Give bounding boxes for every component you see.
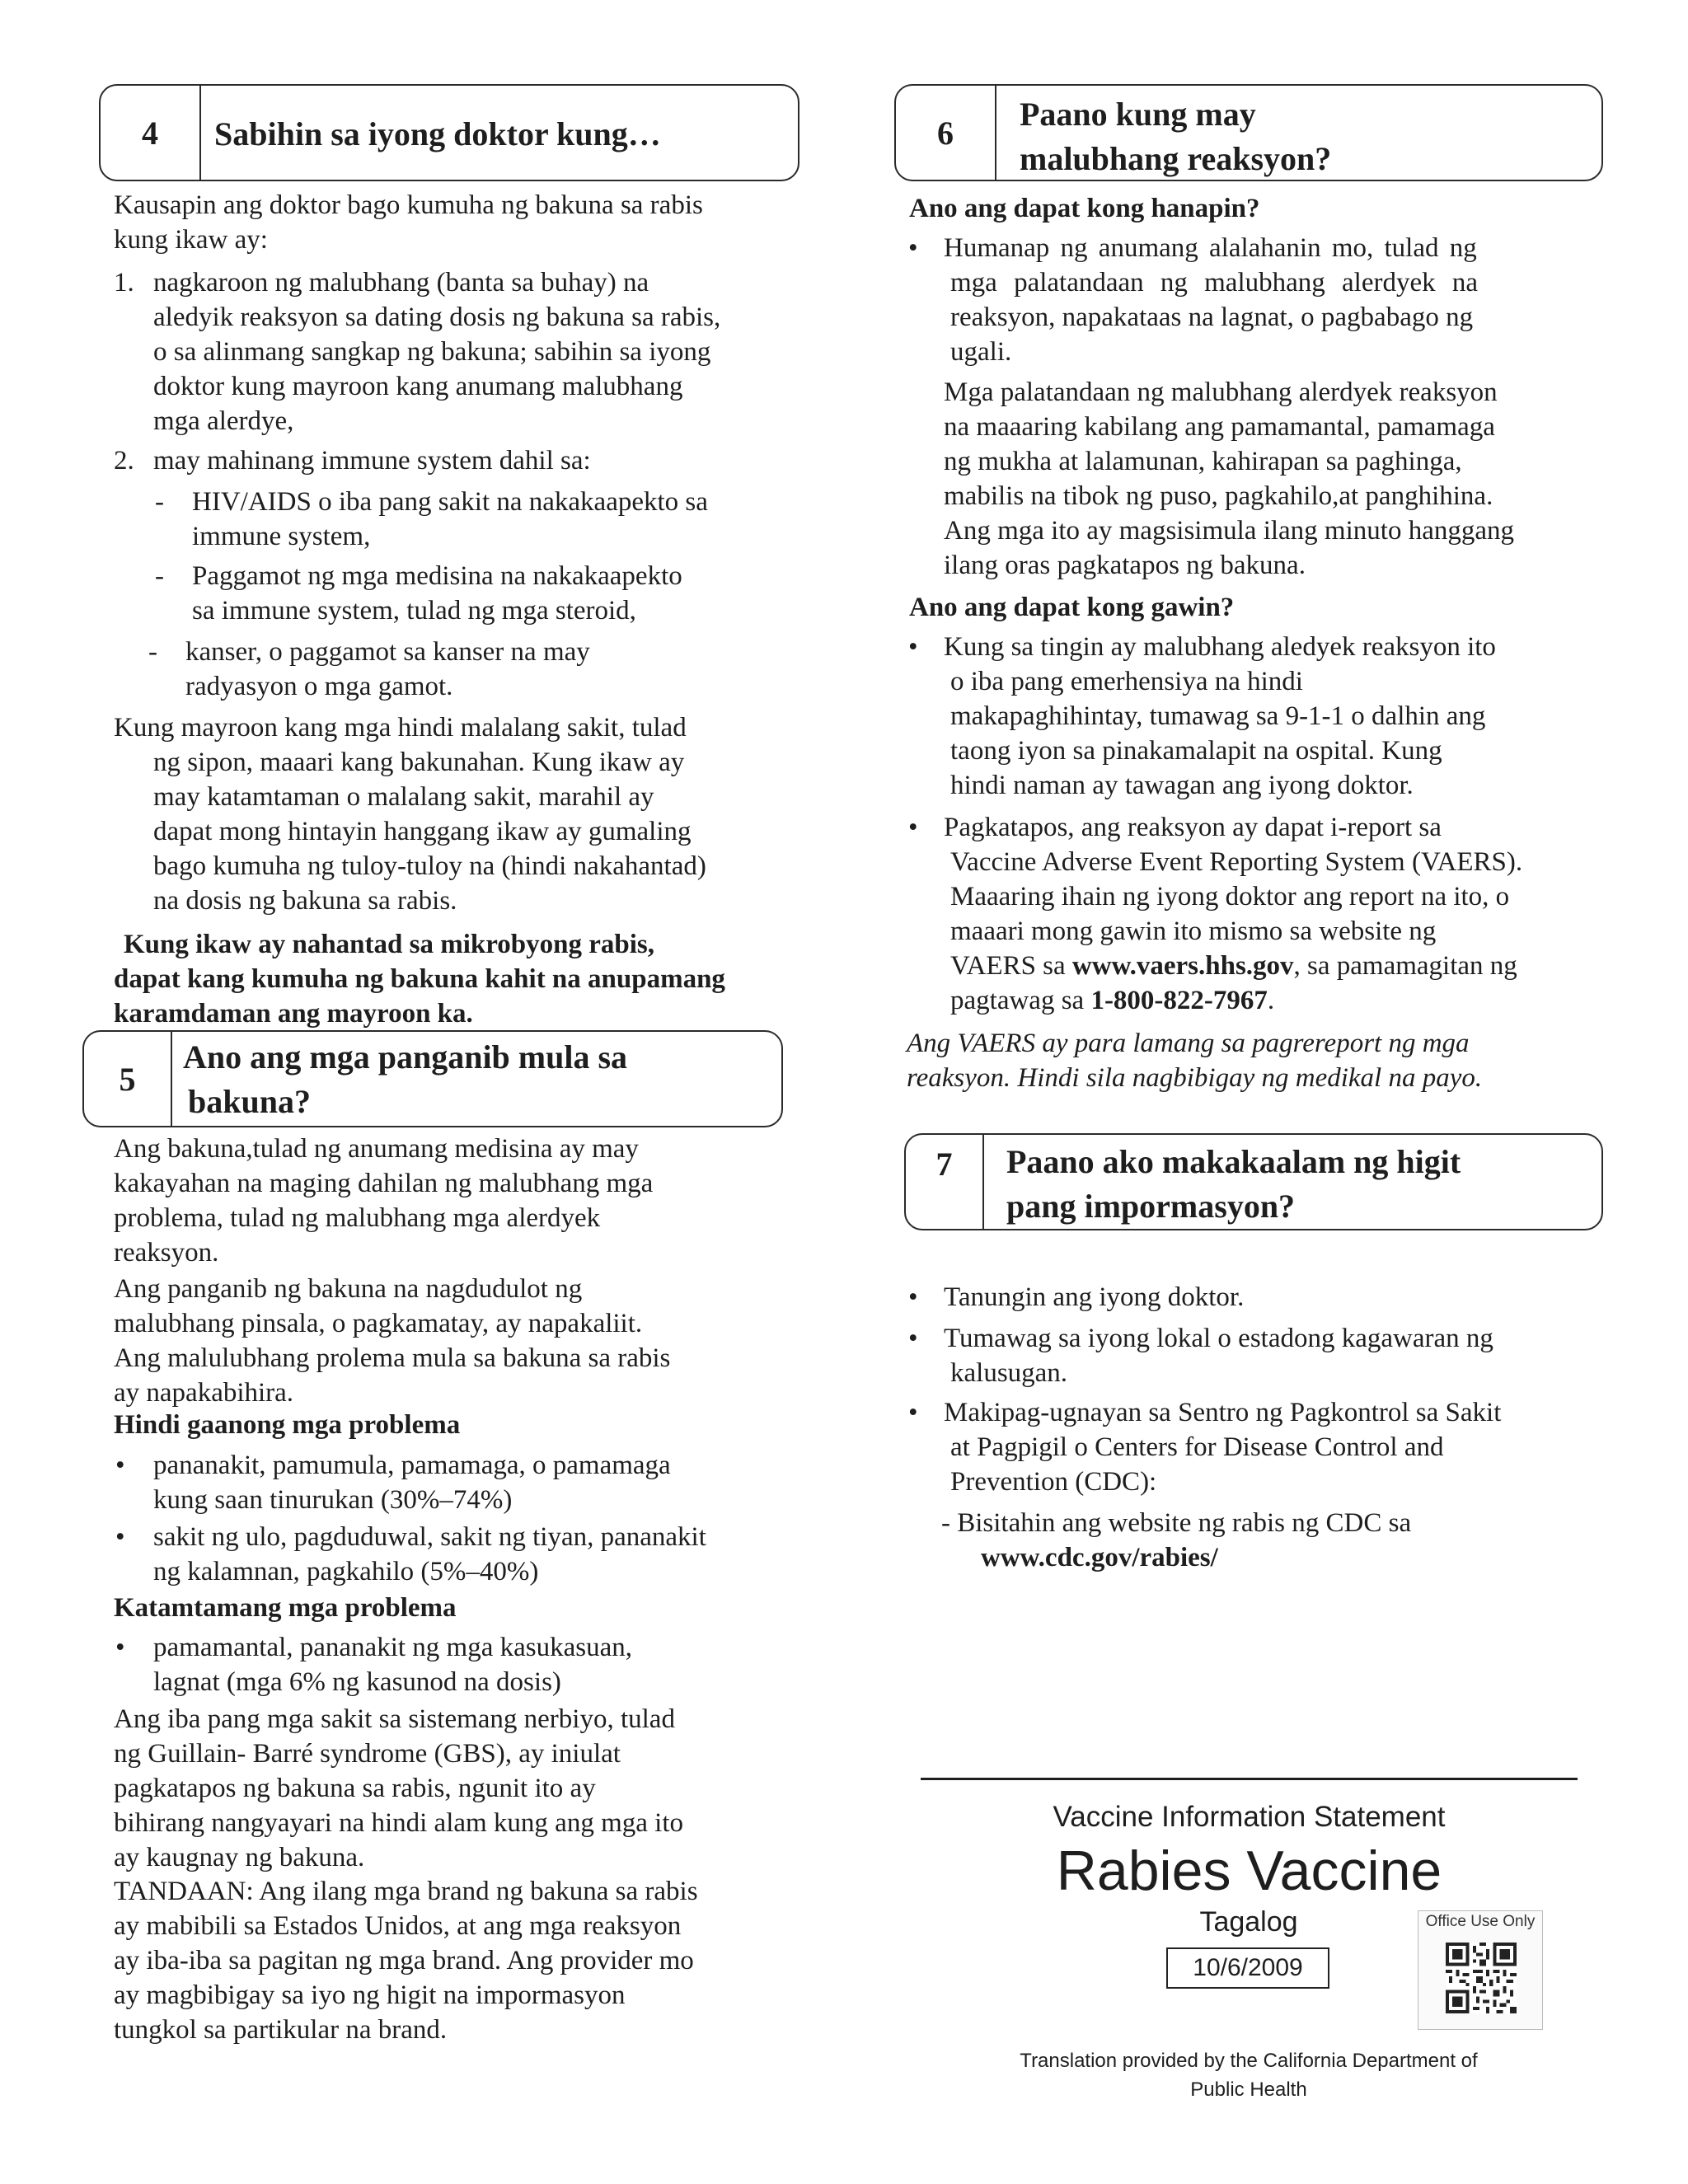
- moderate-problem-1: • pamamantal, pananakit ng mga kasukasuan, lagnat (mga 6% ng kasunod na dosis): [115, 1633, 632, 1697]
- section-title: Sabihin sa iyong doktor kung…: [214, 115, 661, 152]
- vis-label: Vaccine Information Statement: [1053, 1801, 1446, 1833]
- look-for-item-1: • Humanap ng anumang alalahanin mo, tulad ng mga palatandaan ng malubhang alerdyek na reaksyon, napakataas na lagnat, o pagbabago ng ugali.: [908, 233, 1479, 367]
- section-4-intro: Kausapin ang doktor bago kumuha ng bakuna sa rabis kung ikaw ay:: [114, 190, 703, 255]
- moderate-problems-heading: Katamtamang mga problema: [114, 1593, 457, 1623]
- section-4-paragraph: Kung mayroon kang mga hindi malalang sakit, tulad ng sipon, maaari kang bakunahan. Kung ikaw ay may katamtaman o malalang sakit, marahil ay dapat mong hintayin hanggang ikaw ay gumaling bago kumuha ng tuloy-tuloy na (hindi nakahantad) na dosis ng bakuna sa rabis.: [114, 713, 706, 916]
- section-5-header: [82, 1030, 783, 1127]
- section-5-paragraph-1: Ang bakuna,tulad ng anumang medisina ay may kakayahan na maging dahilan ng malubhang mga problema, tulad ng malubhang mga alerdyek reaksyon.: [114, 1134, 654, 1268]
- section-title: Paano ako makakaalam ng higit pang impormasyon?: [1006, 1143, 1461, 1225]
- what-to-do-item-1: • Kung sa tingin ay malubhang aledyek reaksyon ito o iba pang emerhensiya na hindi makapaghihintay, tumawag sa 9-1-1 o dalhin ang taong iyon sa pinakamalapit na ospital. Kung hindi naman ay tawagan ang iyong doktor.: [908, 632, 1496, 800]
- section-4-exposure-note: Kung ikaw ay nahantad sa mikrobyong rabis, dapat kang kumuha ng bakuna kahit na anupamang karamdaman ang mayroon ka.: [114, 930, 725, 1029]
- section-4-subitem-2: - Paggamot ng mga medisina na nakakaapekto sa immune system, tulad ng mga steroid,: [155, 561, 682, 626]
- what-to-look-for-heading: Ano ang dapat kong hanapin?: [909, 194, 1260, 223]
- section-5-note: TANDAAN: Ang ilang mga brand ng bakuna sa rabis ay mabibili sa Estados Unidos, at ang mga reaksyon ay iba-iba sa pagitan ng mga brand. Ang provider mo ay magbibigay sa iyo ng higit na impormasyon tungkol sa partikular na brand.: [114, 1877, 698, 2045]
- section-number: 5: [84, 1032, 172, 1126]
- section-5-paragraph-2: Ang panganib ng bakuna na nagdudulot ng malubhang pinsala, o pagkamatay, ay napakaliit. Ang malulubhang prolema mula sa bakuna sa rabis ay napakabihira.: [114, 1274, 671, 1408]
- vaccine-name: Rabies Vaccine: [1056, 1840, 1442, 1902]
- section-title: Paano kung may malubhang reaksyon?: [1020, 96, 1332, 177]
- office-use-only-label: Office Use Only: [1425, 1913, 1536, 1930]
- section-6-header: [894, 84, 1603, 181]
- more-info-item-3: • Makipag-ugnayan sa Sentro ng Pagkontrol sa Sakit at Pagpigil o Centers for Disease Control and Prevention (CDC):: [908, 1398, 1502, 1497]
- section-7-header: [904, 1133, 1603, 1230]
- section-title: Ano ang mga panganib mula sa bakuna?: [183, 1038, 628, 1120]
- allergic-reaction-signs: Mga palatandaan ng malubhang alerdyek reaksyon na maaaring kabilang ang pamamantal, pamamaga ng mukha at lalamunan, kahirapan sa paghinga, mabilis na tibok ng puso, pagkahilo,at panghihina. Ang mga ito ay magsisimula ilang minuto hanggang ilang oras pagkatapos ng bakuna.: [944, 377, 1514, 580]
- section-4-item-2: 2. may mahinang immune system dahil sa:: [114, 446, 591, 476]
- office-use-only-box: [1418, 1910, 1543, 2030]
- vaers-phone-number[interactable]: 1-800-822-7967: [1090, 986, 1268, 1015]
- vaers-website-link[interactable]: www.vaers.hhs.gov: [1071, 951, 1294, 981]
- section-4-subitem-3: - kanser, o paggamot sa kanser na may radyasyon o mga gamot.: [148, 637, 590, 701]
- what-to-do-item-2: • Pagkatapos, ang reaksyon ay dapat i-report sa Vaccine Adverse Event Reporting System (VAERS). Maaaring ihain ng iyong doktor ang report na ito, o maaari mong gawin ito mismo sa website ng VAERS sa www.vaers.hhs.gov, sa pamamagitan ng pagtawag sa 1-800-822-7967.: [908, 813, 1523, 1015]
- translation-credit: Translation provided by the California Department of Public Health: [1020, 2050, 1478, 2101]
- section-number: 7: [906, 1135, 984, 1229]
- section-5-paragraph-3: Ang iba pang mga sakit sa sistemang nerbiyo, tulad ng Guillain- Barré syndrome (GBS), ay iniulat pagkatapos ng bakuna sa rabis, ngunit ito ay bihirang nangyayari na hindi alam kung ang mga ito ay kaugnay ng bakuna.: [114, 1704, 683, 1872]
- version-date: 10/6/2009: [1166, 1947, 1329, 1989]
- section-4-item-1: 1. nagkaroon ng malubhang (banta sa buhay) na aledyik reaksyon sa dating dosis ng bakuna sa rabis, o sa alinmang sangkap ng bakuna; sabihin sa iyong doktor kung mayroon kang anumang malubhang mga alerdye,: [114, 268, 721, 436]
- section-number: 4: [101, 86, 201, 180]
- section-4-header: [99, 84, 799, 181]
- language-label: Tagalog: [1199, 1906, 1298, 1938]
- mild-problem-2: • sakit ng ulo, pagduduwal, sakit ng tiyan, pananakit ng kalamnan, pagkahilo (5%–40%): [115, 1522, 706, 1586]
- more-info-item-2: • Tumawag sa iyong lokal o estadong kagawaran ng kalusugan.: [908, 1324, 1493, 1388]
- cdc-website-link[interactable]: www.cdc.gov/rabies/: [981, 1543, 1218, 1572]
- section-number: 6: [896, 86, 996, 180]
- mild-problems-heading: Hindi gaanong mga problema: [114, 1410, 461, 1440]
- qr-code-icon: [1446, 1943, 1517, 2013]
- cdc-website-item: - Bisitahin ang website ng rabis ng CDC sa www.cdc.gov/rabies/: [941, 1506, 1411, 1575]
- vaers-disclaimer: Ang VAERS ay para lamang sa pagrereport ng mga reaksyon. Hindi sila nagbibigay ng medikal na payo.: [907, 1029, 1483, 1093]
- footer-divider: [921, 1778, 1578, 1780]
- section-4-subitem-1: - HIV/AIDS o iba pang sakit na nakakaapekto sa immune system,: [155, 487, 708, 551]
- what-to-do-heading: Ano ang dapat kong gawin?: [909, 593, 1235, 622]
- more-info-item-1: • Tanungin ang iyong doktor.: [908, 1282, 1245, 1312]
- mild-problem-1: • pananakit, pamumula, pamamaga, o pamamaga kung saan tinurukan (30%–74%): [115, 1451, 671, 1515]
